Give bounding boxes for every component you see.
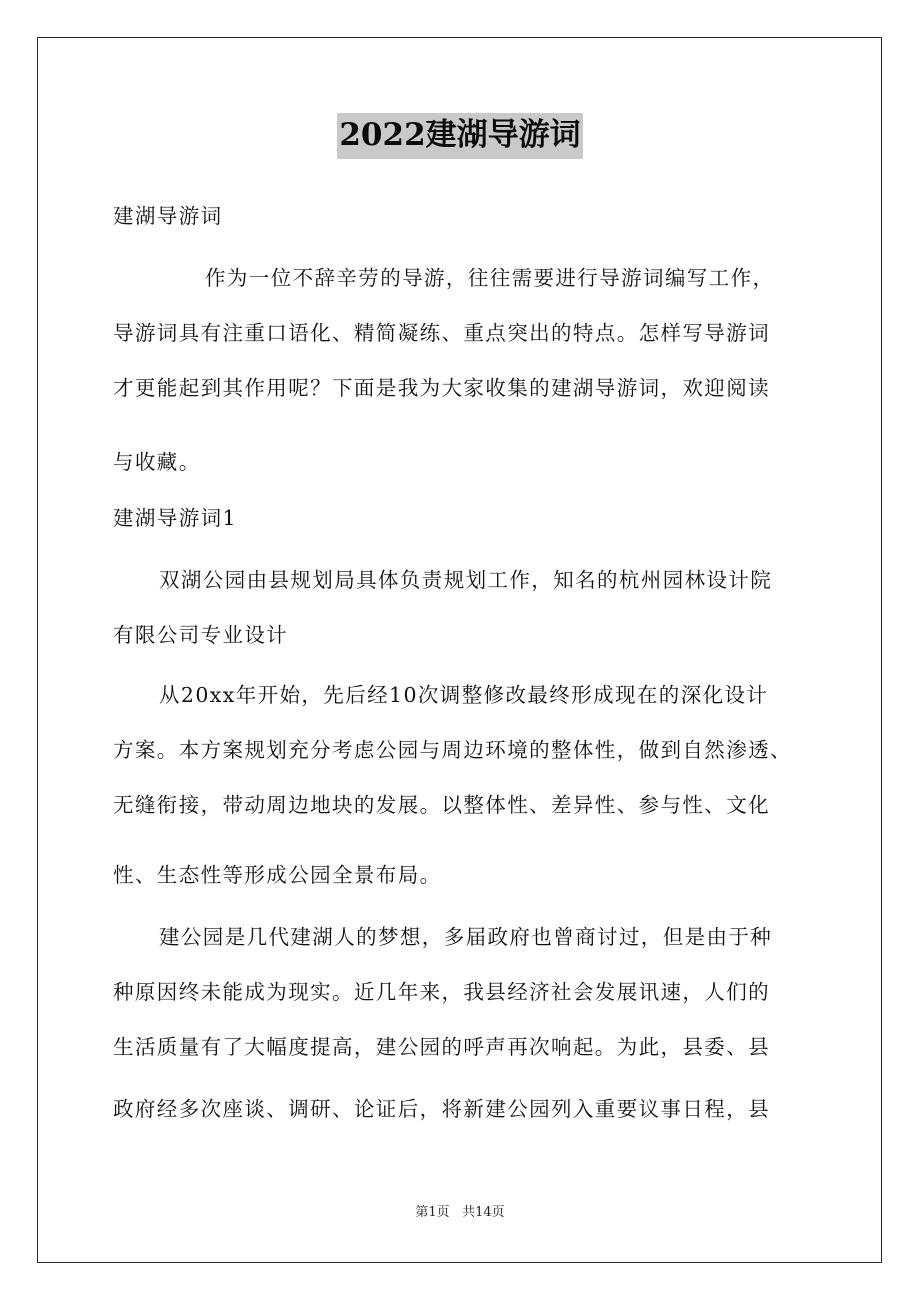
text-line: 建公园是几代建湖人的梦想，多届政府也曾商讨过，但是由于种 — [159, 925, 773, 949]
section-heading: 建湖导游词1 — [113, 506, 237, 530]
text-line: 无缝衔接，带动周边地块的发展。以整体性、差异性、参与性、文化 — [113, 793, 770, 817]
text-line: 从20xx年开始，先后经10次调整修改最终形成现在的深化设计 — [159, 683, 769, 707]
text-line: 建湖导游词 — [113, 204, 223, 228]
text-line: 生活质量有了大幅度提高，建公园的呼声再次响起。为此，县委、县 — [113, 1035, 770, 1059]
text-line: 与收藏。 — [113, 450, 201, 474]
text-line: 导游词具有注重口语化、精简凝练、重点突出的特点。怎样写导游词 — [113, 321, 770, 345]
text-line: 双湖公园由县规划局具体负责规划工作，知名的杭州园林设计院 — [159, 568, 773, 592]
page-number-total: 共14页 — [462, 1205, 505, 1220]
text-line: 方案。本方案规划充分考虑公园与周边环境的整体性，做到自然渗透、 — [113, 738, 792, 762]
page-number-current: 第1页 — [415, 1205, 450, 1220]
title-container — [0, 113, 920, 159]
page-footer — [0, 1204, 920, 1222]
text-line: 种原因终未能成为现实。近几年来，我县经济社会发展讯速，人们的 — [113, 980, 770, 1004]
text-line: 作为一位不辞辛劳的导游，往往需要进行导游词编写工作， — [205, 266, 775, 290]
document-title: 2022建湖导游词 — [337, 113, 582, 159]
text-line: 才更能起到其作用呢？下面是我为大家收集的建湖导游词，欢迎阅读 — [113, 376, 770, 400]
text-line: 有限公司专业设计 — [113, 623, 289, 647]
text-line: 政府经多次座谈、调研、论证后，将新建公园列入重要议事日程，县 — [113, 1097, 770, 1121]
text-line: 性、生态性等形成公园全景布局。 — [113, 863, 442, 887]
footer-spacer — [450, 1205, 462, 1220]
